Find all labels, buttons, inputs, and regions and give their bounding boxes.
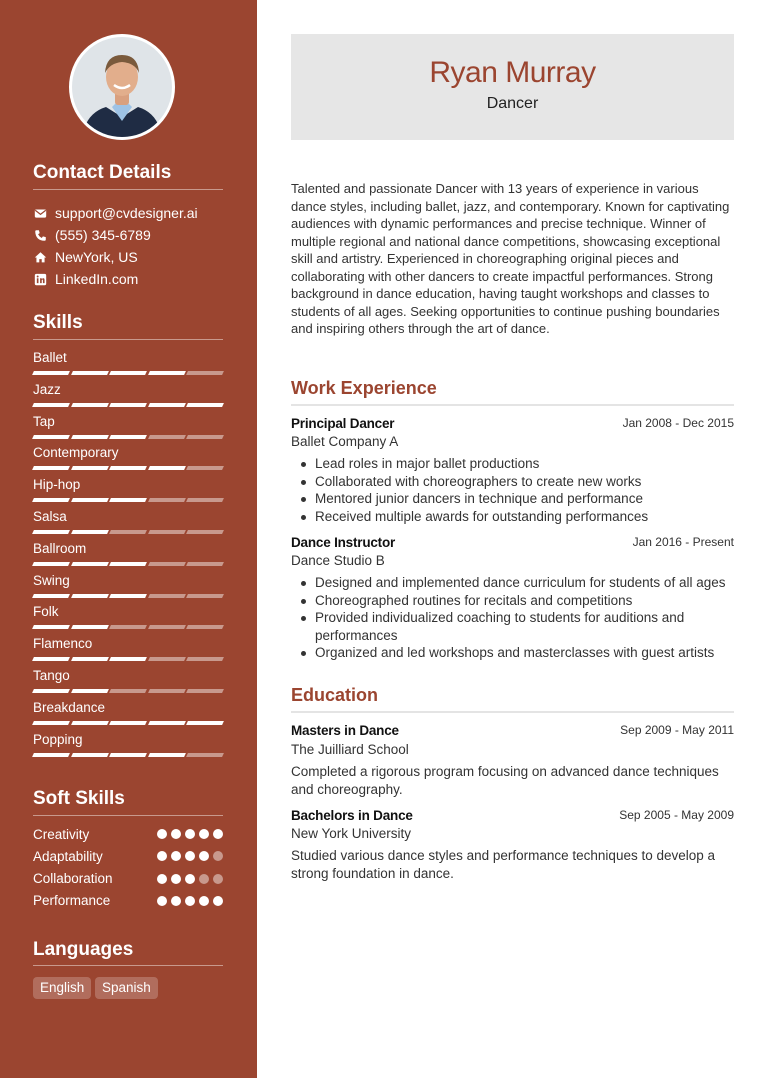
rating-dot — [157, 896, 167, 906]
language-tag: English — [33, 977, 91, 999]
bullet-item: Choreographed routines for recitals and competitions — [291, 592, 731, 610]
skill-level-segment — [71, 753, 108, 757]
skill-level-segment — [71, 371, 108, 375]
soft-skill-rating — [157, 829, 223, 839]
job-bullets — [291, 455, 731, 525]
skill-level-segment — [186, 657, 223, 661]
rating-dot — [213, 874, 223, 884]
soft-skill-name: Creativity — [33, 826, 90, 842]
skill-name: Ballet — [33, 350, 67, 365]
contact-email[interactable] — [33, 204, 198, 222]
soft-skills-divider — [33, 815, 223, 816]
skill-level-segment — [148, 753, 185, 757]
skill-level-segment — [32, 753, 69, 757]
skill-name: Folk — [33, 604, 59, 620]
skill-level-segment — [32, 371, 69, 375]
bullet-item: Designed and implemented dance curriculum for students of all ages — [291, 574, 731, 592]
rating-dot — [199, 851, 209, 861]
rating-dot — [185, 896, 195, 906]
work-divider — [291, 404, 734, 406]
skill-level-bar — [33, 498, 223, 502]
work-heading: Work Experience — [291, 378, 437, 398]
degree-description: Completed a rigorous program focusing on advanced dance techniques and choreography. — [291, 764, 719, 797]
soft-skill-name: Collaboration — [33, 871, 113, 887]
skill-level-bar — [33, 403, 223, 407]
skill-level-segment — [109, 689, 146, 693]
skill-level-segment — [71, 466, 108, 470]
skill-level-segment — [71, 625, 108, 629]
skill-item — [33, 541, 223, 557]
skill-level-segment — [71, 594, 108, 598]
skill-level-segment — [71, 498, 108, 502]
rating-dot — [199, 896, 209, 906]
rating-dot — [157, 874, 167, 884]
contact-divider — [33, 189, 223, 190]
skill-level-segment — [109, 530, 146, 534]
school-name: New York University — [291, 826, 412, 841]
contact-linkedin[interactable] — [33, 270, 138, 288]
skill-level-segment — [32, 466, 69, 470]
home-icon — [33, 250, 47, 264]
contact-location-text: NewYork, US — [55, 249, 138, 265]
soft-skills-heading: Soft Skills — [33, 788, 125, 809]
skill-name: Popping — [33, 731, 83, 747]
rating-dot — [171, 874, 181, 884]
skill-name: Swing — [33, 572, 70, 588]
contact-phone-text: (555) 345-6789 — [55, 227, 151, 243]
skill-level-segment — [186, 498, 223, 502]
skill-level-segment — [109, 625, 146, 629]
skill-level-segment — [32, 625, 69, 629]
skill-item — [33, 636, 223, 652]
skill-level-segment — [186, 721, 223, 725]
soft-skill-rating — [157, 896, 223, 906]
skill-level-bar — [33, 562, 223, 566]
rating-dot — [157, 829, 167, 839]
sidebar — [0, 0, 257, 1078]
skill-level-segment — [32, 721, 69, 725]
skill-level-segment — [186, 689, 223, 693]
skill-level-segment — [71, 530, 108, 534]
skill-name: Hip-hop — [33, 477, 81, 493]
skill-name: Breakdance — [33, 699, 106, 715]
soft-skill-rating — [157, 874, 223, 884]
skill-level-segment — [148, 371, 185, 375]
languages-divider — [33, 965, 223, 966]
skill-level-segment — [109, 435, 146, 439]
skill-level-segment — [186, 435, 223, 439]
contact-email-text: support@cvdesigner.ai — [55, 205, 198, 221]
skill-item — [33, 604, 223, 620]
rating-dot — [185, 829, 195, 839]
skill-level-bar — [33, 594, 223, 598]
skill-level-segment — [109, 562, 146, 566]
rating-dot — [171, 896, 181, 906]
rating-dot — [157, 851, 167, 861]
rating-dot — [213, 851, 223, 861]
job-title: Dance Instructor — [291, 535, 396, 550]
skill-level-bar — [33, 466, 223, 470]
bullet-item: Collaborated with choreographers to create new works — [291, 473, 731, 491]
skill-level-segment — [148, 562, 185, 566]
skill-item — [33, 350, 223, 366]
skill-level-bar — [33, 435, 223, 439]
skill-level-segment — [109, 498, 146, 502]
rating-dot — [213, 829, 223, 839]
profile-photo — [72, 37, 172, 137]
skill-level-bar — [33, 721, 223, 725]
skill-level-segment — [32, 657, 69, 661]
skill-level-segment — [148, 594, 185, 598]
skill-level-bar — [33, 753, 223, 757]
skills-heading: Skills — [33, 312, 83, 333]
skill-level-segment — [32, 435, 69, 439]
skill-item — [33, 732, 223, 748]
rating-dot — [171, 829, 181, 839]
skill-level-segment — [109, 657, 146, 661]
skill-level-bar — [33, 371, 223, 375]
skill-level-segment — [32, 689, 69, 693]
job-title: Principal Dancer — [291, 416, 395, 431]
skill-level-segment — [186, 403, 223, 407]
skill-level-segment — [109, 594, 146, 598]
soft-skill-item — [33, 871, 223, 887]
skill-level-segment — [186, 530, 223, 534]
skill-level-segment — [148, 689, 185, 693]
skill-name: Ballroom — [33, 540, 87, 556]
linkedin-icon — [33, 272, 47, 286]
skill-level-segment — [32, 562, 69, 566]
contact-location — [33, 248, 138, 266]
phone-icon — [33, 228, 47, 242]
profile-summary: Talented and passionate Dancer with 13 years of experience in various dance styles, including ballet, jazz, and contemporary. Known for captivating audiences with dynamic performances and precise technique. Winner of multiple regional and national dance competitions, showcasing exceptional skill and artistry. Experienced in choreographing original pieces and collaborating with other dancers to create impactful performances. Strong background in dance education, having taught workshops and classes to students of all ages. Seeking opportunities to continue pushing boundaries and inspiring others through the art of dance. — [291, 181, 730, 336]
contact-linkedin-text: LinkedIn.com — [55, 271, 139, 287]
contact-phone[interactable] — [33, 226, 151, 244]
bullet-item: Lead roles in major ballet productions — [291, 455, 731, 473]
skill-item — [33, 573, 223, 589]
skill-level-segment — [71, 721, 108, 725]
job-company: Ballet Company A — [291, 434, 399, 449]
soft-skill-item — [33, 893, 223, 909]
rating-dot — [185, 851, 195, 861]
skill-level-segment — [32, 530, 69, 534]
languages-heading: Languages — [33, 939, 134, 960]
candidate-title: Dancer — [486, 95, 539, 112]
skill-level-bar — [33, 689, 223, 693]
skill-name: Contemporary — [33, 445, 119, 461]
skill-level-segment — [186, 753, 223, 757]
envelope-icon — [33, 206, 47, 220]
job-dates: Jan 2016 - Present — [632, 535, 734, 549]
skill-name: Tango — [33, 668, 70, 683]
skill-level-segment — [186, 466, 223, 470]
soft-skill-item — [33, 826, 223, 842]
skill-name: Flamenco — [33, 636, 93, 652]
skill-name: Tap — [33, 413, 55, 429]
skill-level-segment — [71, 689, 108, 693]
skill-level-segment — [148, 721, 185, 725]
skill-level-segment — [186, 594, 223, 598]
candidate-name: Ryan Murray — [429, 56, 596, 89]
skill-level-segment — [109, 371, 146, 375]
rating-dot — [171, 851, 181, 861]
skill-item — [33, 700, 223, 716]
skill-level-segment — [186, 562, 223, 566]
skill-level-bar — [33, 657, 223, 661]
skill-level-segment — [148, 466, 185, 470]
skill-level-segment — [148, 435, 185, 439]
skills-divider — [33, 339, 223, 340]
skill-item — [33, 477, 223, 493]
skill-level-segment — [186, 371, 223, 375]
rating-dot — [199, 874, 209, 884]
name-header — [291, 34, 734, 140]
skill-level-segment — [109, 403, 146, 407]
job-dates: Jan 2008 - Dec 2015 — [622, 416, 734, 430]
bullet-item: Provided individualized coaching to students for auditions and performances — [291, 609, 731, 644]
skill-level-segment — [148, 657, 185, 661]
skill-level-segment — [32, 403, 69, 407]
education-divider — [291, 711, 734, 713]
degree-title: Masters in Dance — [291, 723, 399, 738]
skill-level-segment — [148, 625, 185, 629]
soft-skill-rating — [157, 851, 223, 861]
skill-item — [33, 382, 223, 398]
bullet-item: Received multiple awards for outstanding performances — [291, 508, 731, 526]
skill-item — [33, 445, 223, 461]
soft-skill-item — [33, 848, 223, 864]
avatar — [69, 34, 175, 140]
skill-item — [33, 414, 223, 430]
skill-name: Jazz — [33, 381, 61, 397]
job-company: Dance Studio B — [291, 553, 385, 568]
degree-dates: Sep 2005 - May 2009 — [619, 808, 734, 822]
skill-level-segment — [109, 753, 146, 757]
soft-skill-name: Adaptability — [33, 848, 103, 864]
rating-dot — [213, 896, 223, 906]
bullet-item: Mentored junior dancers in technique and performance — [291, 490, 731, 508]
soft-skill-name: Performance — [33, 893, 111, 909]
skill-level-segment — [71, 657, 108, 661]
skill-level-segment — [71, 403, 108, 407]
degree-dates: Sep 2009 - May 2011 — [620, 723, 734, 737]
skill-level-segment — [32, 594, 69, 598]
skill-level-segment — [109, 466, 146, 470]
skill-item — [33, 668, 223, 684]
skill-level-bar — [33, 530, 223, 534]
school-name: The Juilliard School — [291, 742, 409, 757]
skill-level-segment — [148, 530, 185, 534]
job-bullets — [291, 574, 731, 662]
language-tag: Spanish — [95, 977, 158, 999]
skill-level-segment — [71, 435, 108, 439]
rating-dot — [185, 874, 195, 884]
degree-title: Bachelors in Dance — [291, 808, 413, 823]
skill-level-segment — [148, 403, 185, 407]
degree-description: Studied various dance styles and performance techniques to develop a strong foundation in dance. — [291, 848, 716, 881]
bullet-item: Organized and led workshops and masterclasses with guest artists — [291, 644, 731, 662]
skill-level-segment — [32, 498, 69, 502]
contact-heading: Contact Details — [33, 162, 172, 183]
skill-level-segment — [109, 721, 146, 725]
skill-name: Salsa — [33, 509, 67, 524]
rating-dot — [199, 829, 209, 839]
skill-level-segment — [148, 498, 185, 502]
skill-level-segment — [186, 625, 223, 629]
skill-level-bar — [33, 625, 223, 629]
skill-level-segment — [71, 562, 108, 566]
education-heading: Education — [291, 685, 379, 705]
skill-item — [33, 509, 223, 525]
